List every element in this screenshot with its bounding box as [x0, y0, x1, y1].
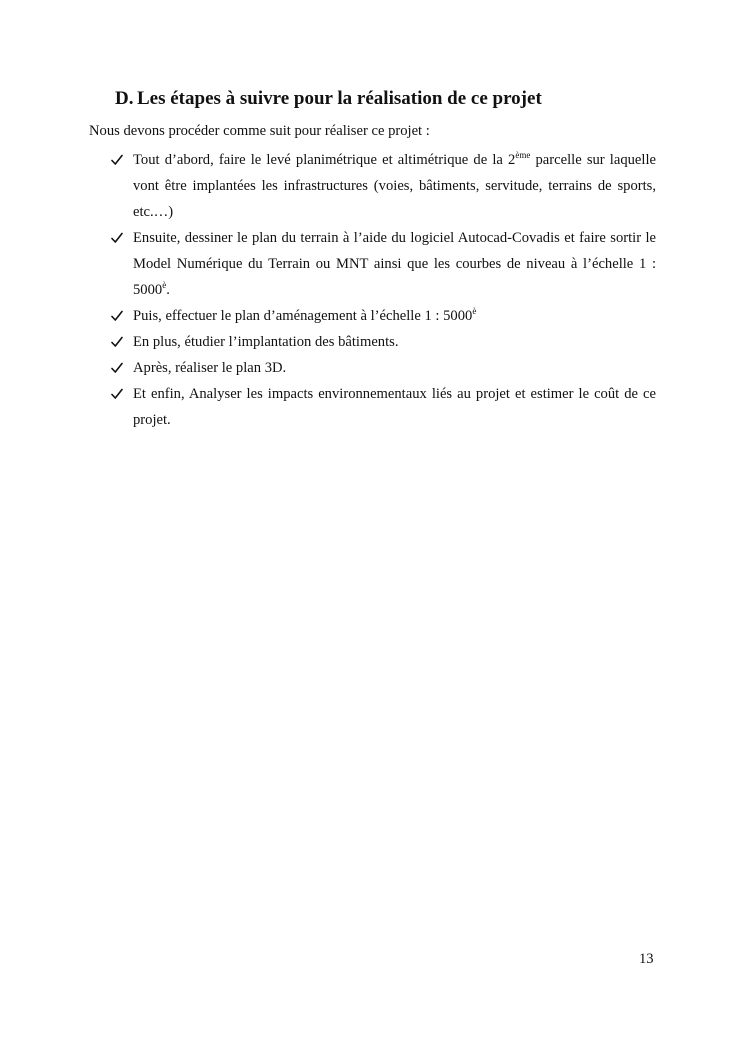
section-letter: D. — [115, 88, 134, 109]
list-item — [110, 225, 656, 303]
item-superscript: è — [472, 306, 477, 316]
checkmark-icon — [110, 303, 124, 329]
list-item — [110, 355, 656, 381]
checkmark-icon — [110, 225, 124, 251]
checkmark-icon — [110, 381, 124, 407]
item-superscript: è — [162, 280, 167, 290]
item-superscript: ème — [515, 150, 531, 160]
checkmark-icon — [110, 329, 124, 355]
item-text: Et enfin, Analyser les impacts environnementaux liés au projet et estimer le coût de ce projet. — [133, 386, 656, 428]
item-text: Après, réaliser le plan 3D. — [133, 360, 287, 376]
steps-list — [110, 147, 656, 433]
item-text: Puis, effectuer le plan d’aménagement à l’échelle 1 : 5000 — [133, 308, 473, 324]
section-title: Les étapes à suivre pour la réalisation de ce projet — [137, 88, 542, 109]
item-text-end: parcelle sur laquelle vont être implantées les infrastructures (voies, bâtiments, servitude, terrains de sports, etc.…) — [133, 152, 656, 220]
item-text: Ensuite, dessiner le plan du terrain à l’aide du logiciel Autocad-Covadis et faire sortir le Model Numérique du Terrain ou MNT ainsi que les courbes de niveau à l’échelle 1 : 5000 — [133, 230, 656, 298]
list-item — [110, 329, 656, 355]
list-item — [110, 147, 656, 225]
page-number: 13 — [639, 951, 654, 967]
checkmark-icon — [110, 355, 124, 381]
list-item — [110, 381, 656, 433]
item-text-end: . — [166, 282, 170, 298]
section-heading — [115, 88, 542, 110]
item-text: Tout d’abord, faire le levé planimétrique et altimétrique de la 2 — [133, 152, 516, 168]
item-text: En plus, étudier l’implantation des bâtiments. — [133, 334, 399, 350]
intro-paragraph: Nous devons procéder comme suit pour réaliser ce projet : — [89, 123, 430, 139]
list-item — [110, 303, 656, 329]
checkmark-icon — [110, 147, 124, 173]
